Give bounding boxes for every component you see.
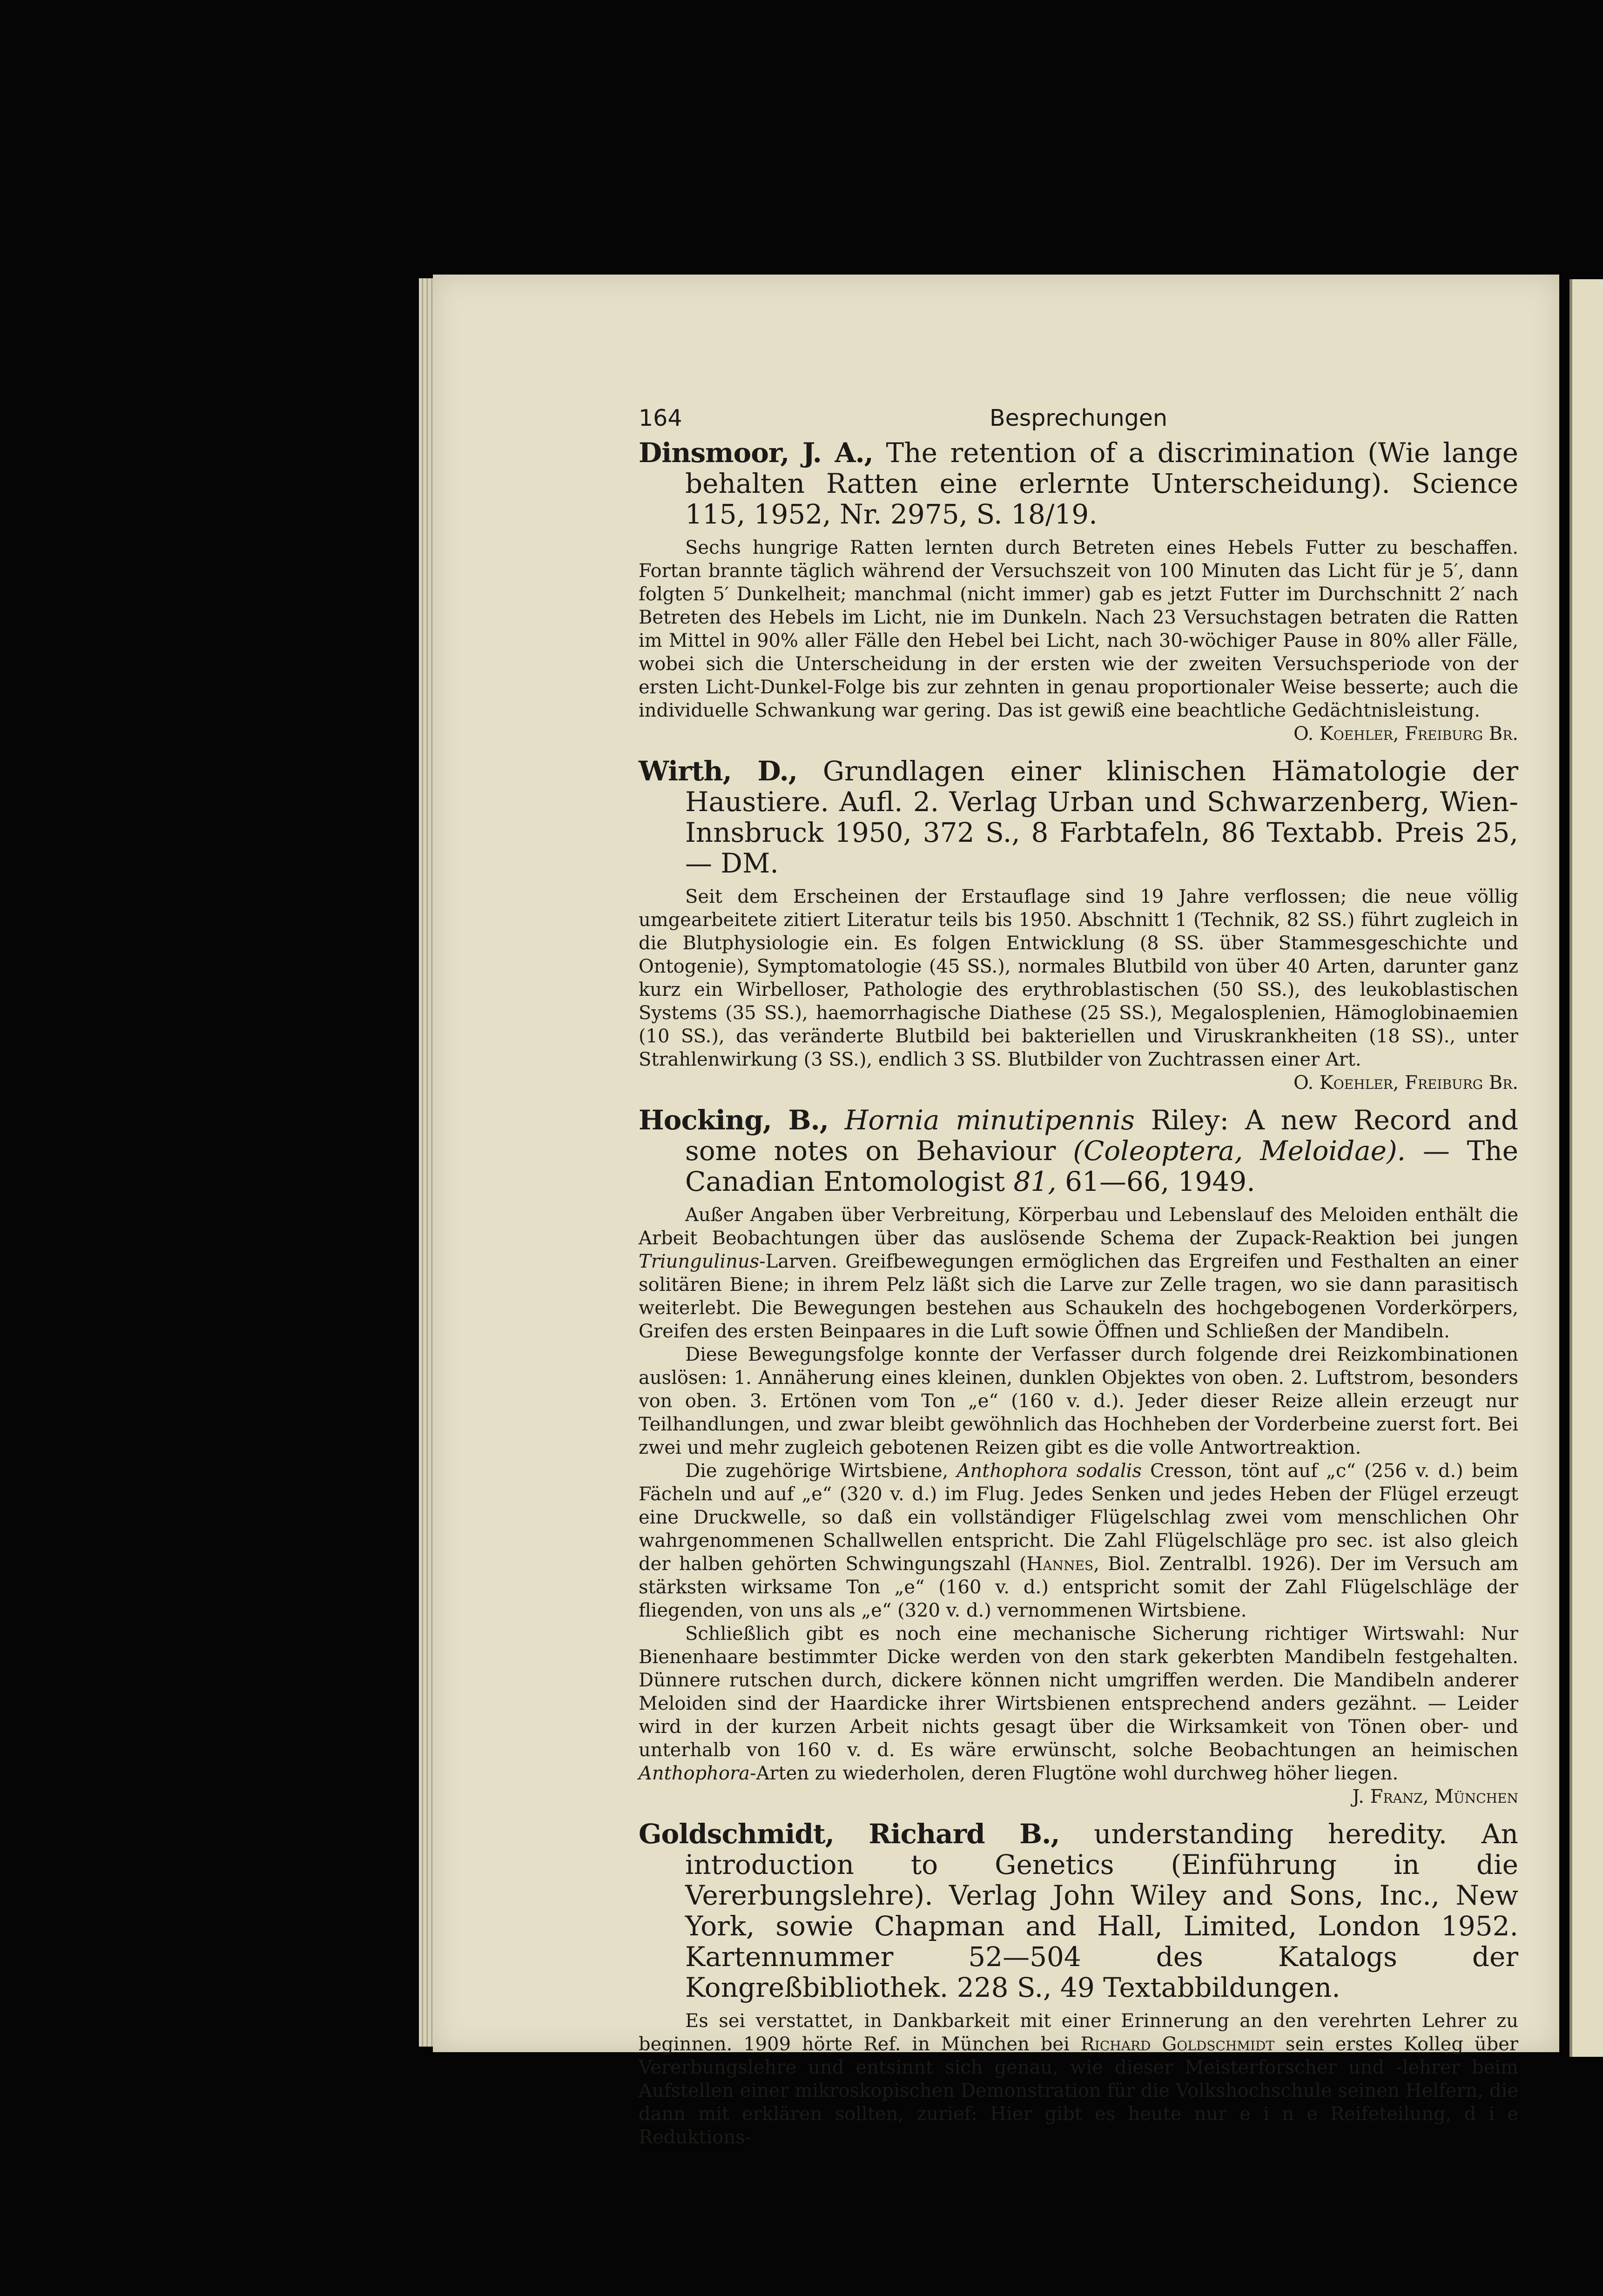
page-number: 164 [639,405,682,431]
entry-body [639,536,1518,722]
review-entry [639,756,1518,1094]
running-head-title: Besprechungen [989,405,1168,431]
review-entry [639,1819,1518,2149]
text-run: Schließlich gibt es noch eine mechanische Sicherung richtiger Wirtswahl: Nur Bienenhaare bestimmter Dicke werden von den stark gekerbten Mandibeln festgehalten. Dünnere rutschen durch, dickere können nicht umgriffen werden. Die Mandibeln anderer Meloiden sind der Haardicke ihrer Wirtsbienen entsprechend anders gezähnt. — Leider wird in der kurzen Arbeit nichts gesagt über die Wirksamkeit von Tönen ober- und unterhalb von 160 v. d. Es wäre erwünscht, solche Beobachtungen an heimischen [639,1623,1518,1761]
text-run: — The Canadian Entomologist [685,1135,1518,1197]
entry-paragraph [639,1343,1518,1459]
text-run: -Arten zu wiederholen, deren Flugtöne wohl durchweg höher liegen. [749,1763,1399,1784]
entry-author: Dinsmoor, J. A., [639,437,873,469]
review-entry [639,437,1518,745]
text-run: Triungulinus [639,1251,760,1272]
entry-body [639,885,1518,1071]
text-run: 81, [1013,1166,1057,1197]
next-page-edge [1569,279,1603,2057]
text-run: Riley: A new Record and some notes on Behaviour [685,1104,1519,1167]
text-run: , Biol. Zentralbl. 1926). Der im Versuch am stärksten wirksame Ton „e“ (160 v. d.) entspricht somit der Zahl Flügelschläge der fliegenden, von uns als „e“ (320 v. d.) vernommenen Wirtsbiene. [639,1553,1518,1621]
text-run: Es sei verstattet, in Dankbarkeit mit einer Erinnerung an den verehrten Lehrer zu beginnen. 1909 hörte Ref. in München bei [639,2010,1518,2055]
entry-title: understanding heredity. An introduction to Genetics (Einführung in die Vererbungslehre). Verlag John Wiley and Sons, Inc., New York, sowie Chapman and Hall, Limited, London 1952. Kartennummer 52—504 des Katalogs der Kongreßbibliothek. 228 S., 49 Textabbildungen. [685,1818,1518,2003]
entry-paragraph [639,2009,1518,2149]
text-run: 61—66, 1949. [1056,1166,1255,1197]
text-run: (Coleoptera, Meloidae). [1073,1135,1406,1167]
text-run: Hornia minutipennis [844,1104,1135,1136]
text-run [828,1104,845,1136]
entry-paragraph [639,1459,1518,1622]
entry-body [639,2009,1518,2149]
entry-paragraph: Seit dem Erscheinen der Erstauflage sind 19 Jahre verflossen; die neue völlig umgearbeitete zitiert Literatur teils bis 1950. Abschnitt 1 (Technik, 82 SS.) führt zugleich in die Blutphysiologie ein. Es folgen Entwicklung (8 SS. über Stammesgeschichte und Ontogenie), Symptomatologie (45 SS.), normales Blutbild von über 40 Arten, darunter ganz kurz ein Wirbelloser, Pathologie des erythroblastischen (50 SS.), des leukoblastischen Systems (35 SS.), haemorrhagische Diathese (25 SS.), Megalosplenien, Hämoglobinaemien (10 SS.), das veränderte Blutbild bei bakteriellen und Viruskrankheiten (18 SS)., unter Strahlenwirkung (3 SS.), endlich 3 SS. Blutbilder von Zuchtrassen einer Art. [639,886,1518,1070]
entry-author: Wirth, D., [639,755,797,787]
text-run: Außer Angaben über Verbreitung, Körperbau und Lebenslauf des Meloiden enthält die Arbeit Beobachtungen über das auslösende Schema der Zupack-Reaktion bei jungen [639,1204,1518,1249]
text-run: d i e [1464,2103,1519,2125]
text-run: e i n e [1239,2103,1318,2125]
text-run: Richard Goldschmidt [1080,2034,1275,2055]
entry-heading [639,756,1518,879]
entry-paragraph: Sechs hungrige Ratten lernten durch Betreten eines Hebels Futter zu beschaffen. Fortan brannte täglich während der Versuchszeit von 100 Minuten das Licht für je 5′, dann folgten 5′ Dunkelheit; manchmal (nicht immer) gab es jetzt Futter im Durchschnitt 2′ nach Betreten des Hebels im Licht, nie im Dunkeln. Nach 23 Versuchstagen betraten die Ratten im Mittel in 90% aller Fälle den Hebel bei Licht, nach 30-wöchiger Pause in 80% aller Fälle, wobei sich die Unterscheidung in der ersten wie der zweiten Versuchsperiode von der ersten Licht-Dunkel-Folge bis zur zehnten in genau proportionaler Weise besserte; auch die individuelle Schwankung war gering. Das ist gewiß eine beachtliche Gedächtnisleistung. [639,537,1518,721]
entry-paragraph [639,1622,1518,1785]
text-run: Diese Bewegungsfolge konnte der Verfasser durch folgende drei Reizkombinationen auslösen: 1. Annäherung eines kleinen, dunklen Objektes von oben. 2. Luftstrom, besonders von oben. 3. Ertönen vom Ton „e“ (160 v. d.). Jeder dieser Reize allein erzeugt nur Teilhandlungen, und zwar bleibt gewöhnlich das Hochheben der Vorderbeine zuerst fort. Bei zwei und mehr zugleich gebotenen Reizen gibt es die volle Antwortreaktion. [639,1344,1518,1458]
text-run: Cresson, tönt auf „c“ (256 v. d.) beim Fächeln und auf „e“ (320 v. d.) im Flug. Jedes Senken und jedes Heben der Flügel erzeugt eine Druckwelle, so daß ein vollständiger Flügelschlag zwei vom menschlichen Ohr wahrgenommenen Schallwellen entspricht. Die Zahl Flügelschläge pro sec. ist also gleich der halben gehörten Schwingungszahl ( [639,1460,1518,1575]
entry-heading [639,1105,1518,1197]
entry-author: Goldschmidt, Richard B., [639,1818,1060,1850]
review-entry [639,1105,1518,1808]
entry-paragraph [639,1203,1518,1343]
entry-author: Hocking, B., [639,1104,828,1136]
reviewer-signature: O. Koehler, Freiburg Br. [1293,723,1518,745]
reviewer-signature: J. Franz, München [1352,1786,1518,1807]
entry-heading [639,1819,1518,2003]
text-run: Hannes [1026,1553,1094,1575]
text-run: Reduktions- [639,2127,752,2148]
reviewer-signature: O. Koehler, Freiburg Br. [1293,1072,1518,1094]
running-head [639,396,1518,437]
entry-title: Grundlagen einer klinischen Hämatologie der Haustiere. Aufl. 2. Verlag Urban und Schwarzenberg, Wien-Innsbruck 1950, 372 S., 8 Farbtafeln, 86 Textabb. Preis 25,— DM. [685,755,1518,879]
text-run: -Larven. Greifbewegungen ermöglichen das Ergreifen und Festhalten an einer solitären Biene; in ihrem Pelz läßt sich die Larve zur Zelle tragen, wo sie dann parasitisch weiterlebt. Die Bewegungen bestehen aus Schaukeln des hochgebogenen Vorderkörpers, Greifen des ersten Beinpaares in die Luft sowie Öffnen und Schließen der Mandibeln. [639,1251,1518,1342]
entry-title: The retention of a discrimination (Wie lange behalten Ratten eine erlernte Unterscheidung). Science 115, 1952, Nr. 2975, S. 18/19. [685,437,1519,530]
entry-body [639,1203,1518,1785]
text-run: Reifeteilung, [1317,2103,1464,2125]
text-run: Die zugehörige Wirtsbiene, [685,1460,957,1482]
text-run: Anthophora [639,1763,750,1784]
text-run: Anthophora sodalis [956,1460,1142,1482]
entry-heading [639,437,1518,530]
page-content [639,396,1518,2159]
text-run: sein erstes Kolleg über Vererbungslehre und entsinnt sich genau, wie dieser Meisterforscher und -lehrer beim Aufstellen einer mikroskopischen Demonstration für die Volkshochschule seinen Helfern, die dann mit erklären sollten, zurief: Hier gibt es heute nur [639,2034,1518,2125]
